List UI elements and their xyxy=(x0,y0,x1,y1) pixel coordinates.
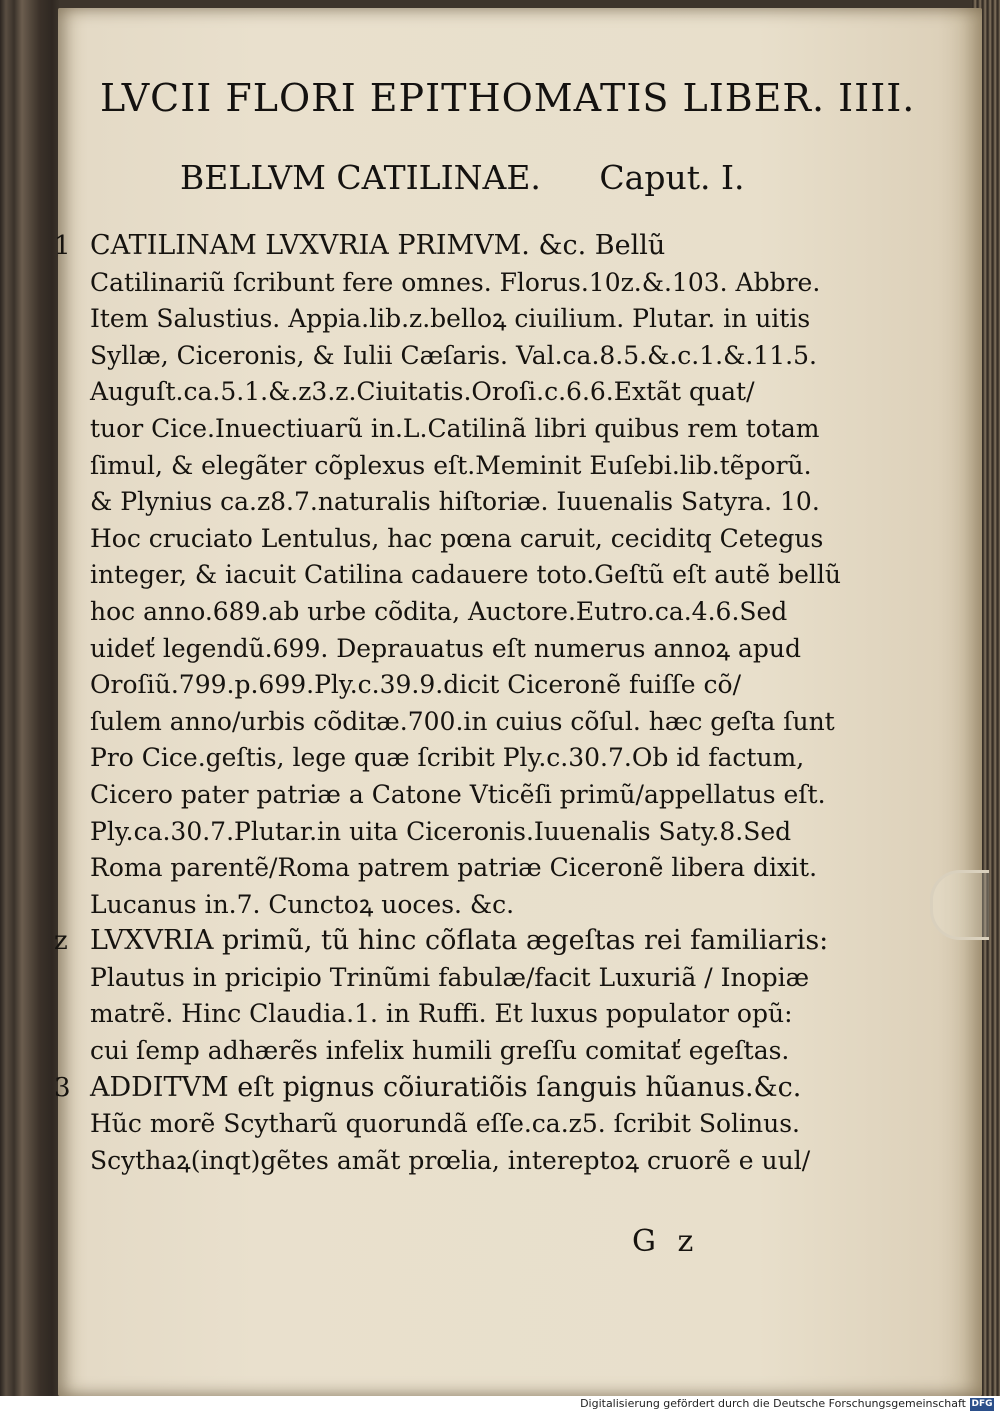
line-text: CATILINAM LVXVRIA PRIMVM. &c. Bellũ xyxy=(90,230,666,261)
line-text: & Plynius ca.z8.7.naturalis hiſtoriæ. Iuuenalis Satyra. 10. xyxy=(90,487,820,517)
line-text: Auguſt.ca.5.1.&.z3.z.Ciuitatis.Oroſi.c.6.6.Extãt quat/ xyxy=(90,377,755,407)
text-line xyxy=(90,265,821,302)
line-text: uideť legendũ.699. Deprauatus eſt numerus annoꝝ apud xyxy=(90,633,802,663)
chapter-label: Caput. I. xyxy=(599,158,745,197)
text-line xyxy=(90,631,802,668)
text-line xyxy=(90,484,820,521)
section-number: 1 xyxy=(54,231,71,261)
text-line xyxy=(90,996,802,1033)
chapter-heading xyxy=(180,158,745,197)
text-line xyxy=(90,374,802,411)
line-text: Roma parentẽ/Roma patrem patriæ Ciceronẽ libera dixit. xyxy=(90,853,818,883)
text-line xyxy=(90,557,841,594)
running-header: LVCII FLORI EPITHOMATIS LIBER. IIII. xyxy=(100,76,916,120)
line-text: LVXVRIA primũ, tũ hinc cõflata ægeſtas rei familiaris: xyxy=(90,925,829,957)
line-text: Catilinariũ ſcribunt fere omnes. Florus.10z.&.103. Abbre. xyxy=(90,267,821,297)
line-text: ADDITVM eſt pignus cõiuratiõis ſanguis hũanus.&c. xyxy=(90,1071,802,1103)
line-text: tuor Cice.Inuectiuarũ in.L.Catilinã libri quibus rem totam xyxy=(90,413,820,443)
line-text: Cicero pater patriæ a Catone Vticẽſi primũ/appellatus eſt. xyxy=(90,779,826,809)
text-line xyxy=(90,521,824,558)
line-text: cui ſemp adhærẽs infelix humili greſſu comitať egeſtas. xyxy=(90,1036,790,1066)
line-text: Pro Cice.geſtis, lege quæ ſcribit Ply.c.30.7.Ob id factum, xyxy=(90,743,805,773)
line-text: Lucanus in.7. Cunctoꝝ uoces. &c. xyxy=(90,889,515,919)
text-line xyxy=(54,228,802,265)
text-line xyxy=(90,1143,811,1180)
text-line xyxy=(54,923,829,960)
line-text: ſimul, & elegãter cõplexus eſt.Meminit Euſebi.lib.tẽporũ. xyxy=(90,450,812,480)
text-line xyxy=(90,887,802,924)
line-text: Scythaꝝ(inqt)gẽtes amãt prœlia, intereptoꝝ cruorẽ e uul/ xyxy=(90,1145,811,1175)
line-text: Oroſiũ.799.p.699.Ply.c.39.9.dicit Ciceronẽ fuiſſe cõ/ xyxy=(90,670,742,700)
text-line xyxy=(90,594,802,631)
signature-mark: G z xyxy=(632,1224,700,1259)
text-line xyxy=(90,411,820,448)
text-line xyxy=(90,740,805,777)
line-text: ſulem anno/urbis cõditæ.700.in cuius cõſul. hæc geſta ſunt xyxy=(90,706,835,736)
line-text: Syllæ, Ciceronis, & Iulii Cæſaris. Val.ca.8.5.&.c.1.&.11.5. xyxy=(90,340,817,370)
text-line xyxy=(90,301,811,338)
text-line xyxy=(90,448,812,485)
text-line xyxy=(90,667,802,704)
text-line xyxy=(90,338,817,375)
text-line xyxy=(90,960,810,997)
text-line xyxy=(90,850,818,887)
line-text: Item Salustius. Appia.lib.z.belloꝝ ciuilium. Plutar. in uitis xyxy=(90,304,811,334)
line-text: Hoc cruciato Lentulus, hac pœna caruit, ceciditq Cetegus xyxy=(90,523,824,553)
line-text: Ply.ca.30.7.Plutar.in uita Ciceronis.Iuuenalis Saty.8.Sed xyxy=(90,816,792,846)
commentary-text xyxy=(54,228,841,1179)
dfg-logo: DFG xyxy=(971,1399,993,1409)
text-line xyxy=(90,704,835,741)
text-line xyxy=(90,1033,802,1070)
page-clip xyxy=(930,870,989,940)
line-text: integer, & iacuit Catilina cadauere toto.Geſtũ eſt autẽ bellũ xyxy=(90,560,841,590)
line-text: Hũc morẽ Scytharũ quorundã eſſe.ca.z5. ſcribit Solinus. xyxy=(90,1109,800,1139)
line-text: Plautus in pricipio Trinũmi fabulæ/facit Luxuriã / Inopiæ xyxy=(90,962,810,992)
line-text: matrẽ. Hinc Claudia.1. in Ruffi. Et luxus populator opũ: xyxy=(90,999,793,1029)
chapter-title: BELLVM CATILINAE. xyxy=(180,158,541,197)
text-line xyxy=(90,1106,802,1143)
funding-credit: Digitalisierung gefördert durch die Deutsche Forschungsgemeinschaft xyxy=(580,1397,966,1410)
section-number: z xyxy=(54,926,68,957)
text-line xyxy=(90,814,802,851)
text-line xyxy=(90,777,826,814)
text-line xyxy=(54,1070,802,1107)
line-text: hoc anno.689.ab urbe cõdita, Auctore.Eutro.ca.4.6.Sed xyxy=(90,596,788,626)
section-number: 3 xyxy=(54,1072,71,1103)
